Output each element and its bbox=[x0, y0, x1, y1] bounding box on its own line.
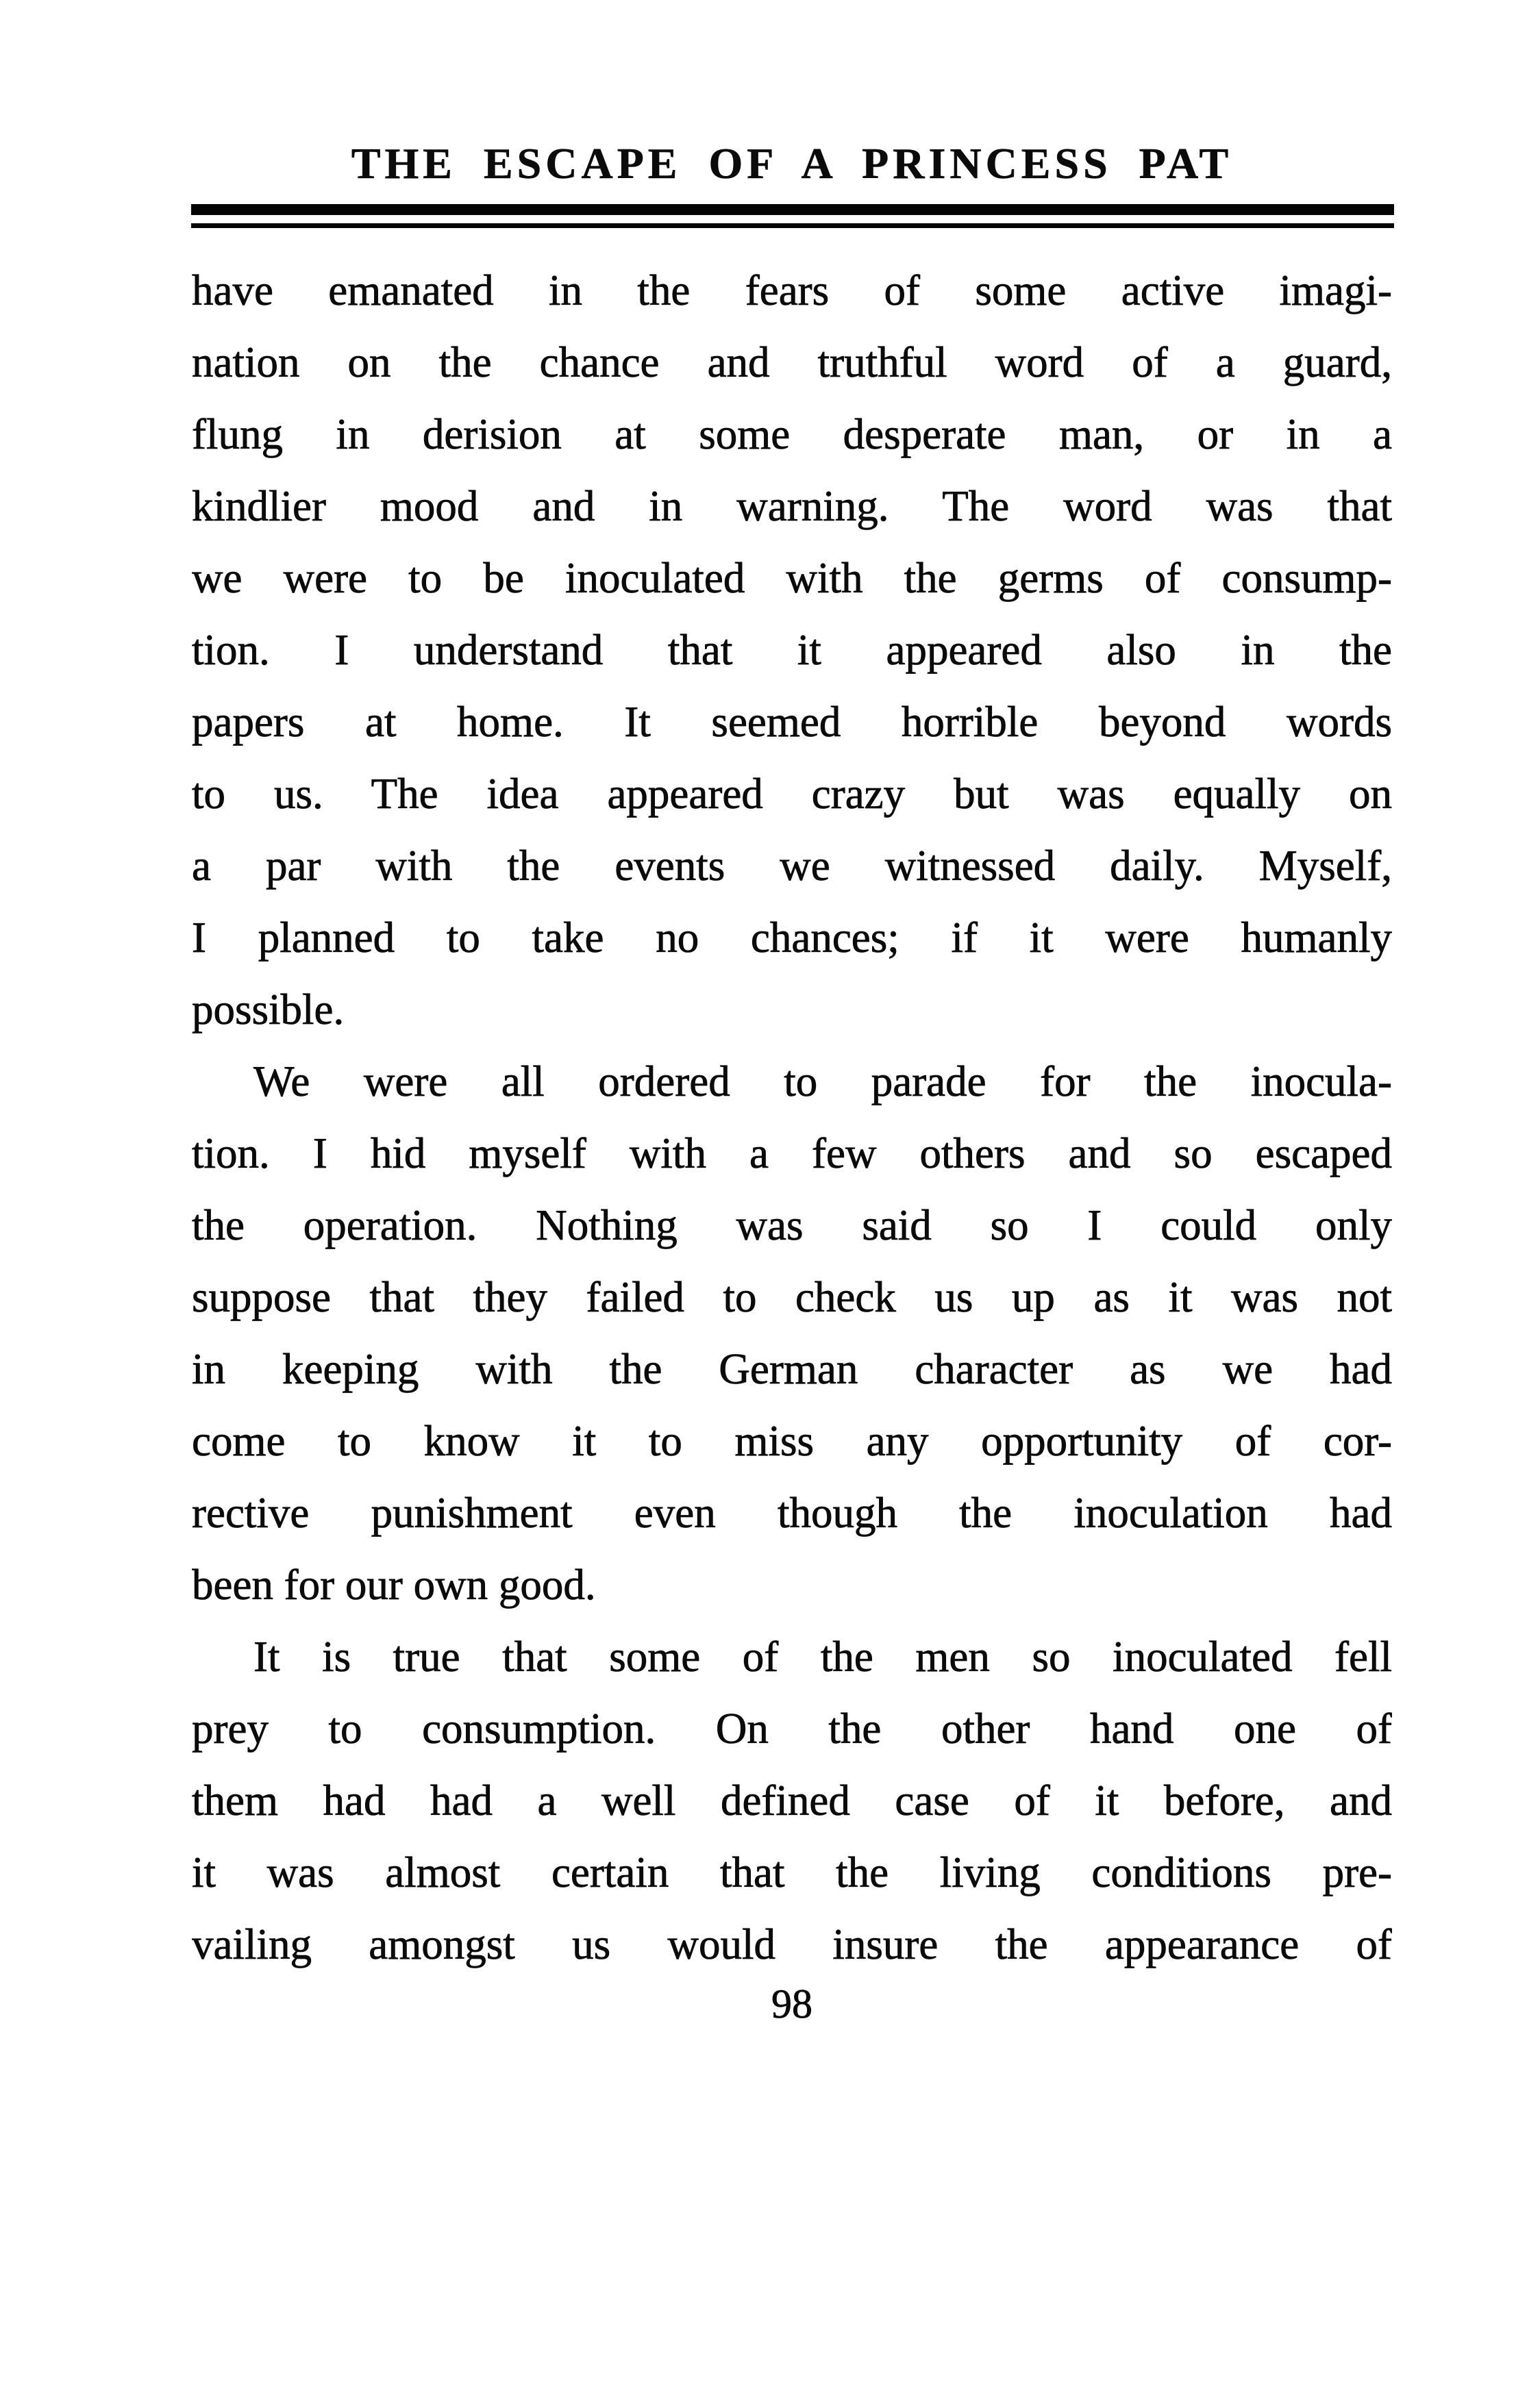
text-line: I planned to take no chances; if it were humanly bbox=[192, 914, 1392, 962]
text-line: tion. I understand that it appeared also in the bbox=[192, 626, 1392, 674]
text-line: possible. bbox=[192, 986, 345, 1033]
text-line: been for our own good. bbox=[192, 1561, 596, 1609]
text-line: We were all ordered to parade for the inocula- bbox=[253, 1057, 1392, 1105]
text-line: a par with the events we witnessed daily. Myself, bbox=[192, 842, 1392, 890]
text-line: to us. The idea appeared crazy but was equally on bbox=[192, 770, 1392, 818]
text-line: it was almost certain that the living conditions pre- bbox=[192, 1848, 1392, 1896]
text-line: kindlier mood and in warning. The word was that bbox=[192, 482, 1392, 530]
text-line: rective punishment even though the inoculation had bbox=[192, 1489, 1392, 1537]
text-line: tion. I hid myself with a few others and so escaped bbox=[192, 1129, 1392, 1177]
header-rule-thick bbox=[191, 204, 1394, 215]
text-line: them had had a well defined case of it before, and bbox=[192, 1777, 1392, 1824]
text-line: nation on the chance and truthful word of a guard, bbox=[192, 338, 1392, 386]
text-line: in keeping with the German character as we had bbox=[192, 1345, 1392, 1393]
text-line: It is true that some of the men so inoculated fell bbox=[253, 1633, 1392, 1681]
page-number: 98 bbox=[771, 1981, 812, 2027]
text-line: flung in derision at some desperate man, or in a bbox=[192, 410, 1392, 458]
text-line: we were to be inoculated with the germs of consump- bbox=[192, 554, 1392, 602]
text-line: papers at home. It seemed horrible beyond words bbox=[192, 698, 1392, 746]
running-header: THE ESCAPE OF A PRINCESS PAT bbox=[351, 139, 1233, 188]
header-rule-thin bbox=[191, 223, 1394, 228]
text-line: suppose that they failed to check us up as it was not bbox=[192, 1273, 1392, 1321]
body-text bbox=[192, 255, 1392, 1981]
text-line: come to know it to miss any opportunity of cor- bbox=[192, 1417, 1392, 1465]
text-line: prey to consumption. On the other hand one of bbox=[192, 1705, 1392, 1753]
text-line: have emanated in the fears of some active imagi- bbox=[192, 266, 1392, 314]
text-line: the operation. Nothing was said so I could only bbox=[192, 1201, 1392, 1249]
text-line: vailing amongst us would insure the appearance of bbox=[192, 1920, 1392, 1968]
